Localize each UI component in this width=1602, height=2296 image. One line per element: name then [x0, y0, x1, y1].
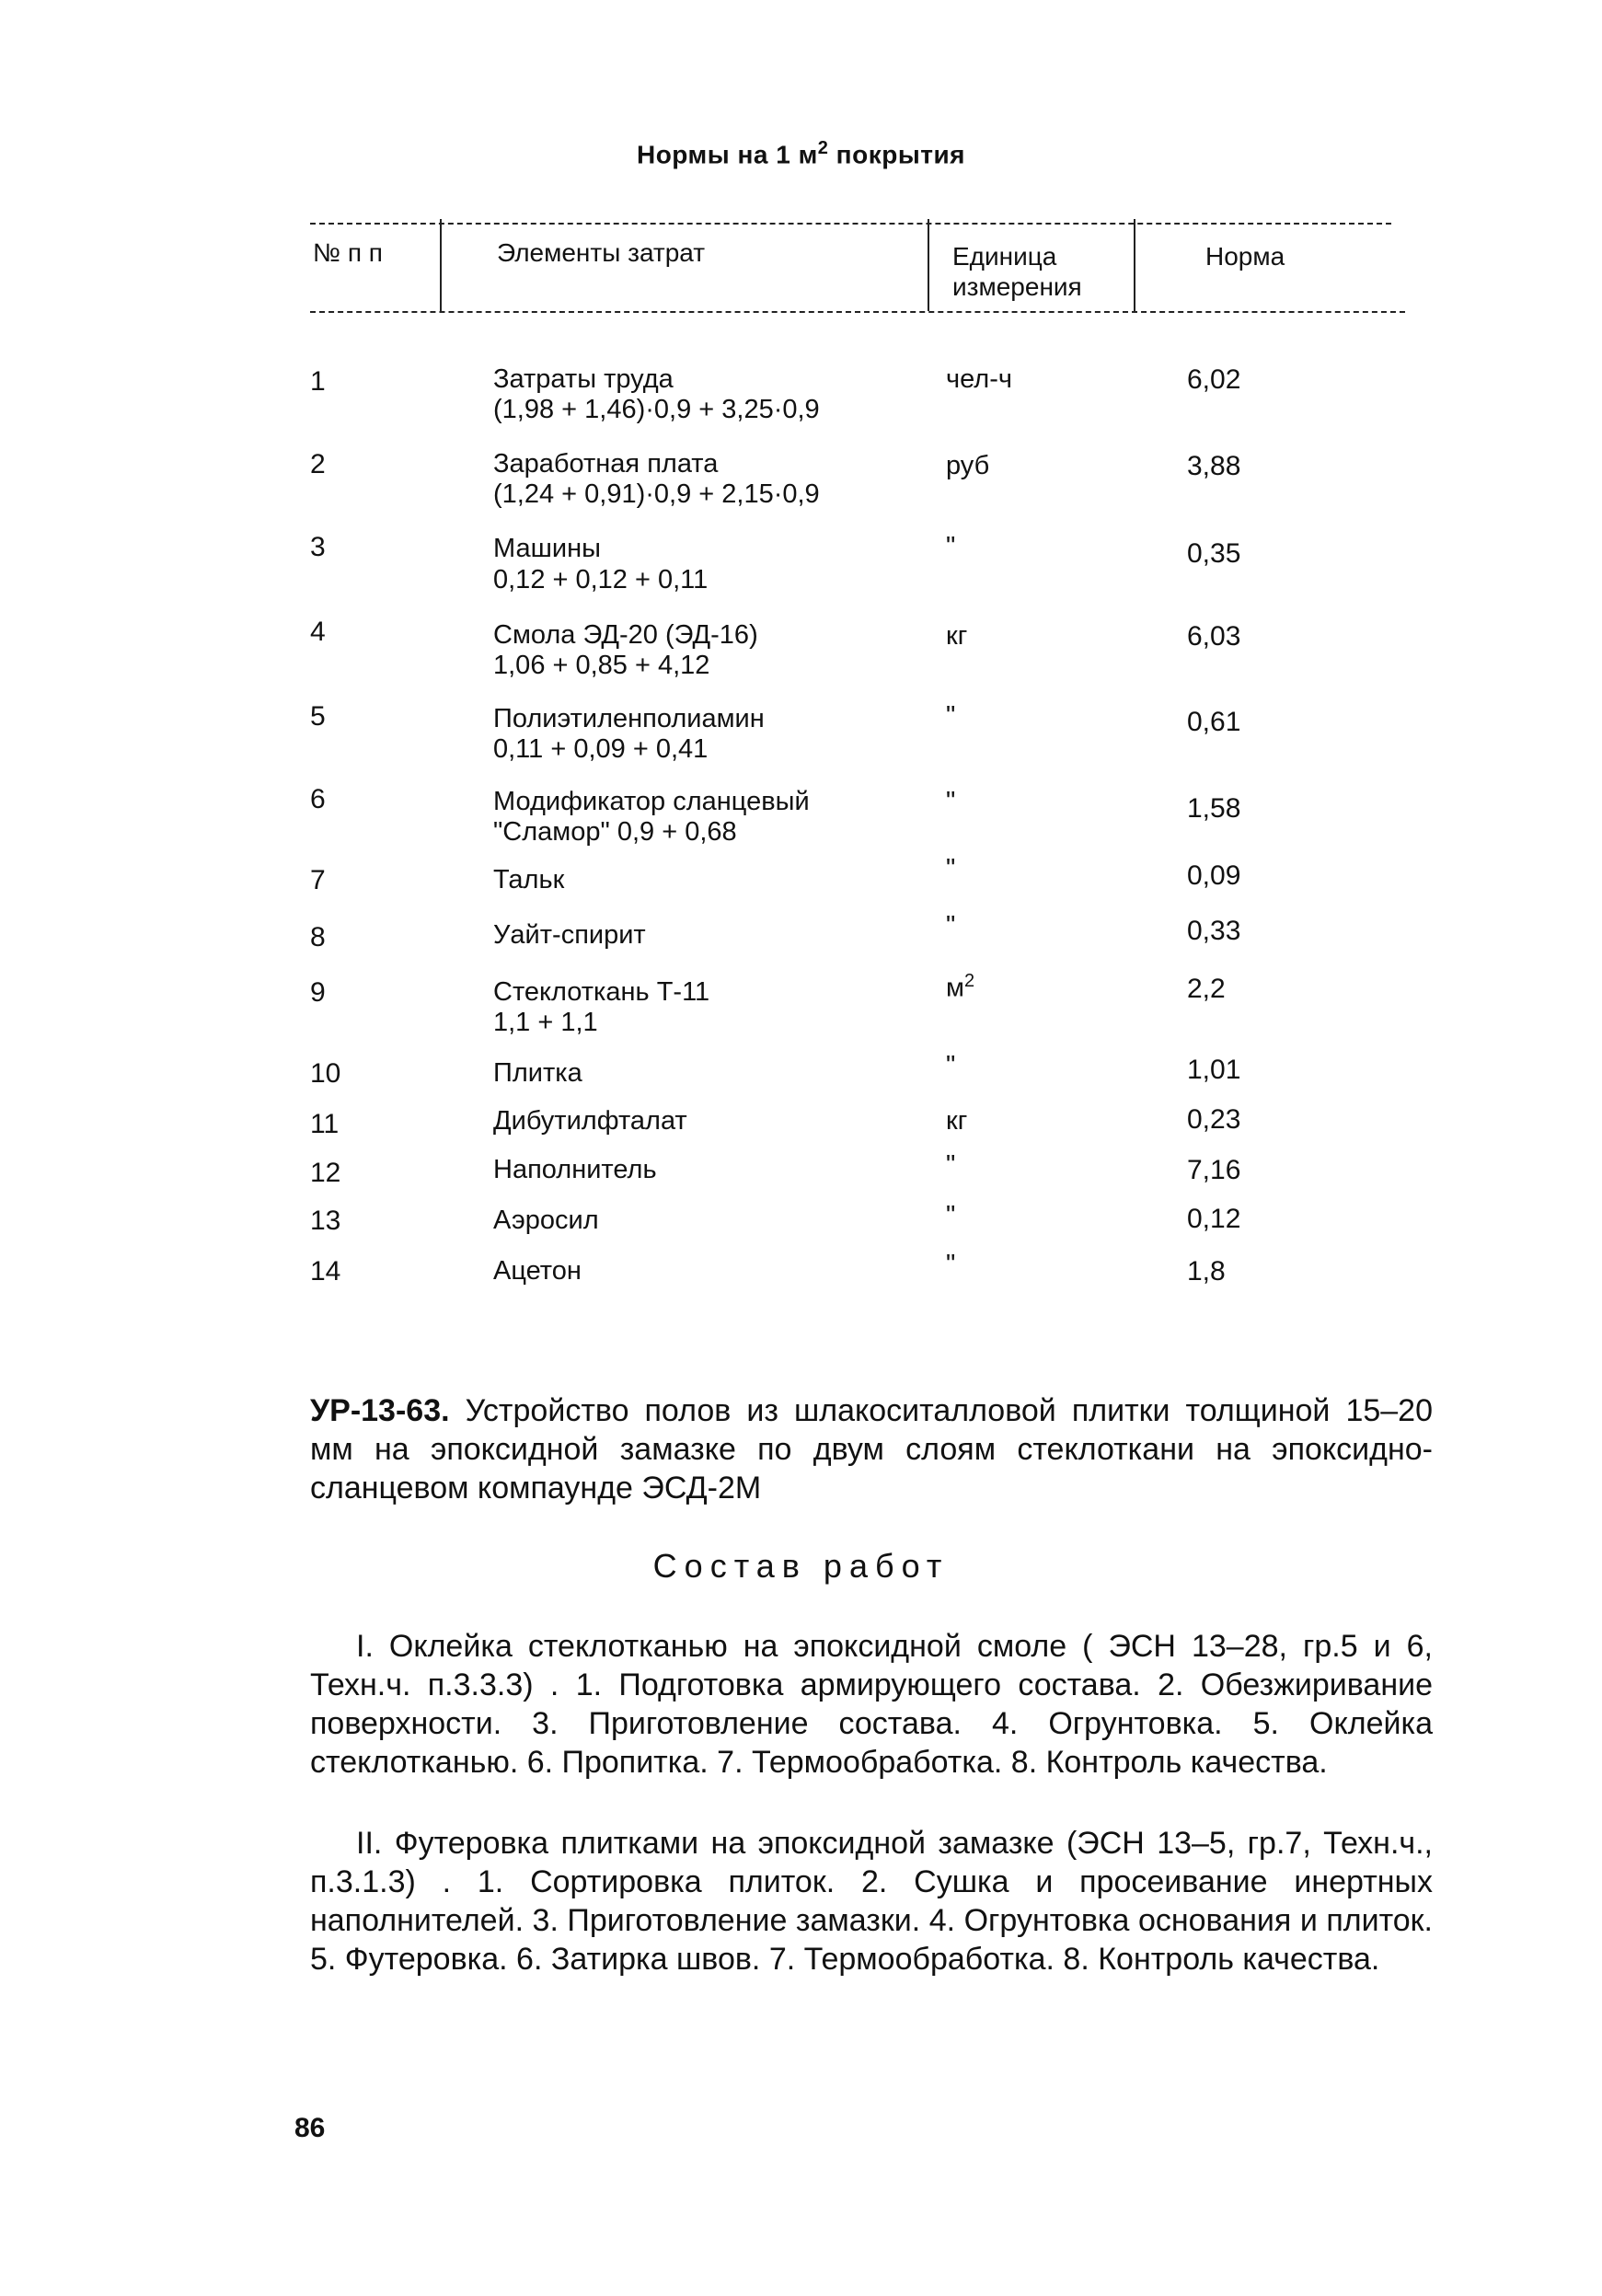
row-number: 7 [310, 865, 326, 895]
header-num: № п п [313, 238, 383, 267]
row-unit: кг [946, 1106, 968, 1136]
row-norm: 7,16 [1187, 1155, 1241, 1185]
row-norm: 0,12 [1187, 1204, 1241, 1234]
norm-title: Устройство полов из шлакоситалловой плитки толщиной 15–20 мм на эпоксидной замазке по двум слоям стеклоткани на эпоксидно-сланцевом компаунде ЭСД-2М [310, 1393, 1433, 1506]
row-element: Стеклоткань Т-11 [493, 977, 710, 1007]
row-element: Затраты труда [493, 364, 674, 394]
row-unit: чел-ч [946, 364, 1012, 394]
row-unit: кг [946, 621, 968, 651]
row-element-formula: 1,1 + 1,1 [493, 1008, 598, 1037]
header-divider-2 [928, 219, 929, 311]
row-element: Заработная плата [493, 449, 719, 479]
header-bottom-rule [310, 311, 1405, 313]
row-number: 4 [310, 617, 326, 647]
row-number: 13 [310, 1206, 341, 1236]
row-number: 8 [310, 922, 326, 952]
header-top-rule [310, 223, 1391, 225]
row-norm: 6,03 [1187, 621, 1241, 652]
row-number: 14 [310, 1256, 341, 1286]
row-element-formula: "Сламор" 0,9 + 0,68 [493, 817, 737, 847]
page-number: 86 [294, 2113, 326, 2143]
table-title-suffix: покрытия [828, 140, 965, 169]
row-norm: 0,61 [1187, 707, 1241, 737]
table-title-text: Нормы на 1 м [636, 140, 818, 169]
row-element: Полиэтиленполиамин [493, 704, 765, 733]
row-number: 11 [310, 1109, 340, 1139]
row-norm: 0,33 [1187, 916, 1241, 946]
row-norm: 1,01 [1187, 1055, 1241, 1085]
header-unit-line2: измерения [952, 272, 1082, 301]
row-element-formula: 1,06 + 0,85 + 4,12 [493, 651, 710, 680]
header-unit-line1: Единица [952, 242, 1057, 271]
row-number: 9 [310, 977, 326, 1008]
row-unit: " [946, 701, 956, 731]
header-norm: Норма [1205, 242, 1285, 271]
row-element: Тальк [493, 865, 565, 894]
row-element: Смола ЭД-20 (ЭД-16) [493, 620, 758, 650]
row-element: Машины [493, 534, 601, 563]
row-unit: " [946, 1201, 956, 1230]
row-unit: " [946, 532, 956, 561]
row-unit: " [946, 1250, 956, 1279]
row-unit: " [946, 787, 956, 816]
row-element: Аэросил [493, 1206, 599, 1235]
row-unit: " [946, 854, 956, 883]
row-element: Модификатор сланцевый [493, 787, 810, 816]
row-norm: 0,09 [1187, 860, 1241, 891]
row-element-formula: (1,24 + 0,91)·0,9 + 2,15·0,9 [493, 479, 820, 509]
row-element: Плитка [493, 1058, 582, 1088]
row-element-formula: 0,12 + 0,12 + 0,11 [493, 565, 709, 594]
row-element-formula: (1,98 + 1,46)·0,9 + 3,25·0,9 [493, 395, 820, 424]
header-divider-1 [440, 219, 442, 311]
row-number: 6 [310, 784, 326, 814]
row-unit: " [946, 1150, 956, 1180]
row-unit-text: м [946, 973, 964, 1003]
norm-code: УР-13-63. [310, 1393, 450, 1428]
row-unit: " [946, 911, 956, 940]
row-element-formula: 0,11 + 0,09 + 0,41 [493, 734, 709, 764]
row-norm: 6,02 [1187, 364, 1241, 395]
row-element: Уайт-спирит [493, 920, 646, 950]
work-paragraph-1: I. Оклейка стеклотканью на эпоксидной смоле ( ЭСН 13–28, гр.5 и 6, Техн.ч. п.3.3.3) . 1. Подготовка армирующего состава. 2. Обезжиривание поверхности. 3. Приготовление состава. 4. Огрунтовка. 5. Оклейка стеклотканью. 6. Пропитка. 7. Термообработка. 8. Контроль качества. [310, 1629, 1433, 1780]
row-unit-sup: 2 [963, 971, 975, 991]
work-paragraph-2: II. Футеровка плитками на эпоксидной замазке (ЭСН 13–5, гр.7, Техн.ч., п.3.1.3) . 1. Сортировка плиток. 2. Сушка и просеивание инертных наполнителей. 3. Приготовление замазки. 4. Огрунтовка основания и плиток. 5. Футеровка. 6. Затирка швов. 7. Термообработка. 8. Контроль качества. [310, 1826, 1433, 1977]
row-norm: 0,23 [1187, 1104, 1241, 1135]
row-number: 12 [310, 1158, 341, 1188]
row-number: 10 [310, 1058, 341, 1089]
header-divider-3 [1134, 219, 1135, 311]
row-element: Ацетон [493, 1256, 582, 1286]
row-element: Наполнитель [493, 1155, 657, 1184]
row-unit: " [946, 1051, 956, 1080]
row-unit: руб [946, 451, 990, 480]
row-norm: 0,35 [1187, 538, 1241, 569]
header-elements: Элементы затрат [497, 238, 706, 267]
norm-heading [310, 1391, 1433, 1507]
row-norm: 3,88 [1187, 451, 1241, 481]
row-element: Дибутилфталат [493, 1106, 687, 1136]
row-number: 2 [310, 449, 326, 479]
table-title [0, 138, 1602, 169]
row-norm: 2,2 [1187, 974, 1226, 1004]
row-unit [946, 971, 974, 1004]
table-title-sup: 2 [817, 138, 829, 158]
row-number: 1 [310, 366, 326, 397]
row-number: 3 [310, 532, 326, 562]
section-title: Состав работ [652, 1547, 950, 1585]
row-norm: 1,8 [1187, 1256, 1226, 1286]
row-norm: 1,58 [1187, 793, 1241, 824]
row-number: 5 [310, 701, 326, 732]
